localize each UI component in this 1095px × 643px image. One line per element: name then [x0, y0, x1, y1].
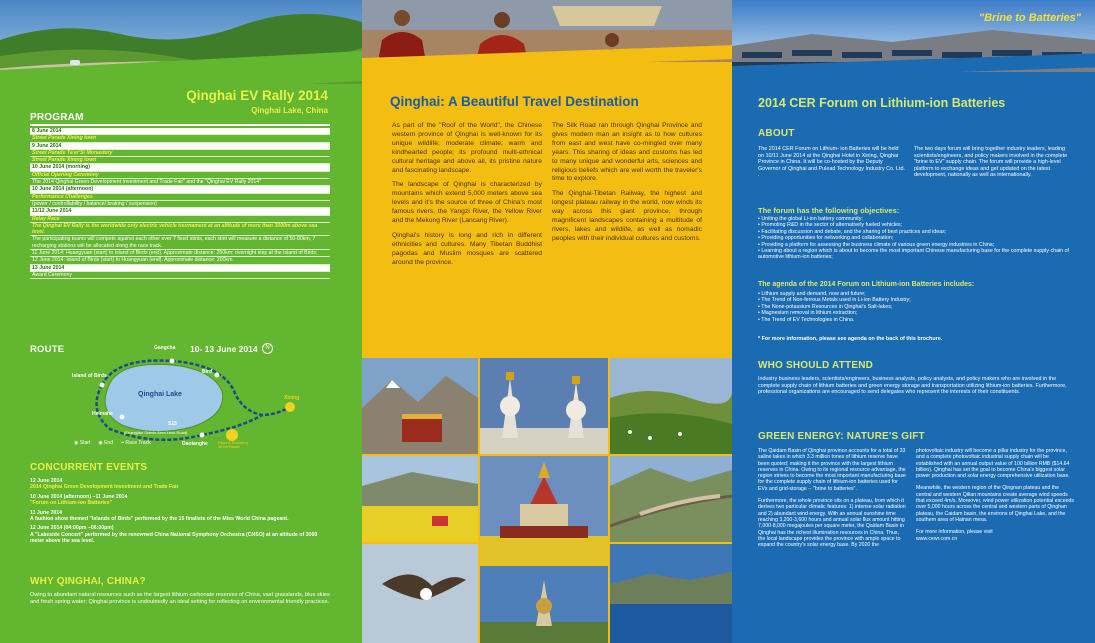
- program-row: 12 June 2014: Island of Birds (start) to Huangyuan (end). Approximate distance: 200km.: [30, 257, 330, 264]
- program-row: The participating teams will compete against each other over 7 fixed stints, each stint will measure a distance of 50-80km, 7 recharging stations will be allocated along the race track.: [30, 236, 330, 250]
- program-row: Street Parade Xining town: [30, 157, 330, 164]
- concurrent-event-row: 11 June 2014: [30, 509, 63, 516]
- stupa-photo: [480, 358, 608, 454]
- concurrent-event-row: "Forum on Lithium-ion Batteries": [30, 500, 113, 507]
- monastery-mountain-photo: [362, 358, 478, 454]
- concurrent-event-row: 12 June 2014: [30, 478, 63, 484]
- end-marker-icon: ◉: [98, 440, 103, 446]
- program-row: 13 June 2014: [30, 265, 330, 272]
- program-row: 9 June 2014: [30, 143, 330, 150]
- panel-forum: [732, 0, 1095, 643]
- concurrent-event-row: A fashion show themed "Islands of Birds" performed by the 15 finalists of the Miss World China pageant.: [30, 516, 289, 523]
- concurrent-event-row: 2014 Qinghai Green Development Investment and Trade Fair: [30, 484, 179, 491]
- program-row: Relay Race: [30, 216, 330, 223]
- concurrent-event-row: 12 June 2014 (04:00pm –06:00pm): [30, 525, 114, 532]
- program-row: The 2014 Qinghai Green Development Investment and Trade Fair" and the "Qinghai EV Rally 2014": [30, 179, 330, 186]
- green-col2: [916, 448, 1074, 542]
- program-list: [30, 128, 330, 279]
- map-label-heimahe: Heimahe: [92, 411, 113, 417]
- green-para-4: Meanwhile, the western region of the Qingnan plateau and the central and western Qilian mountains create average wind speeds that exceed 4m/s. Moreover, wind power utilization potential exceeds over 5,000 hours across the central and western parts of Qinghan plateau, the Caidam basin, the environs of Qinghai Lake, and the southern area of Hainan mesa.: [916, 485, 1075, 523]
- map-label-bird: Bird: [202, 369, 212, 375]
- compass-icon: N: [262, 343, 273, 354]
- legend-track: Race Track: [125, 440, 151, 446]
- map-label-daotanghe: Daotanghe: [182, 441, 208, 447]
- objective-item: • Learning about a region which is about to become the most important Chinese manufacturing base for the complete supply chain of automotive lithium-ion batteries;: [758, 248, 1070, 261]
- about-col1: The 2014 CER Forum on Lithium- ion Batteries will be held on 10/11 June 2014 at the Qinghai Hotel in Xining, Qinghai Province in China. It will be co-hosted by the Deputy Governor of Qinghai and Pulead Technology Industry Co. Ltd. .: [758, 146, 906, 179]
- travel-para-1: As part of the "Roof of the World", the Chinese western province of Qinghai is well-known for its unique wildlife; moderate climate; warm and kindhearted people; its profound multi-ethnical cultural heritage and above all, its pristine nature and fascinating landscape.: [392, 122, 542, 174]
- travel-col2: [552, 122, 702, 244]
- green-col1: [758, 448, 906, 548]
- rally-subtitle: Qinghai Lake, China: [251, 106, 328, 115]
- green-para-3: photovoltaic industry will become a pillar industry for the province, and a complete photovoltaic industrial supply chain will be established with an annual output value of 100 billion RMB ($14.64 billion). Qinghai has set the goal to become China's biggest solar power production and solar energy comprehensive utilization base.: [916, 448, 1070, 480]
- travel-col1: [392, 122, 542, 268]
- program-row: 11/12 June 2014: [30, 208, 330, 215]
- track-line-icon: ━: [121, 440, 125, 446]
- objective-item: • Facilitating discussion and debate, and the sharing of best practices and ideas;: [758, 228, 947, 235]
- agenda-item: • The Trend of Non-ferrous Metals used in Li-ion Battery Industry;: [758, 297, 911, 304]
- temple-photo: [480, 456, 608, 564]
- map-label-xining: Xining: [284, 395, 300, 401]
- program-heading: PROGRAM: [30, 112, 84, 123]
- map-legend: [74, 440, 151, 446]
- green-para-2: Furthermore, the whole province sits on a plateau, from which it derives two particular climatic features: 1) intense solar radiation and 2) abundant wind energy. With an annual sunshine time reaching 3,200-3,600 hours and annual solar flux amount hitting 7,000-8,000 megajoules per square meter, the Qaidam Basin in Qinghai has the richest illumination resources in China. Thus, the local landscape provides the province with ample space to expand the country's solar energy base. By 2020 the: [758, 498, 906, 549]
- program-row: 8 June 2014: [30, 128, 330, 135]
- concurrent-event-row: 10 June 2014 (afternoon) –11 June 2014: [30, 493, 128, 500]
- railway-photo: [610, 456, 732, 542]
- route-dates: 10- 13 June 2014: [190, 344, 258, 354]
- green-energy-heading: GREEN ENERGY: NATURE'S GIFT: [758, 431, 925, 442]
- objective-item: • Uniting the global Li-ion battery community;: [758, 216, 863, 222]
- who-text: Industry business leaders, scientists/engineers, business analysts, policy analysts, and policy makers who are involved in the complete supply chain of lithium batteries and green energy storage and transportation utilizing lithium-ion batteries. Furthermore, professional organizations are encouraged to send delegates who represent the interests of their constituents.: [758, 376, 1067, 396]
- map-label-gangcha: Gangcha: [154, 345, 176, 351]
- rally-title: Qinghai EV Rally 2014: [186, 88, 328, 103]
- map-label-lake: Qinghai Lake: [138, 391, 182, 398]
- green-para-1: The Qaidam Basin of Qinghai province accounts for a total of 33 saline lakes in which 3.3 million tones of lithium reserve have been quoted; making it the province with the largest lithium reserves in China. Owing to its regional resource advantage, the region strives to become the most important manufacturing base for the complete supply chain of lithium-ion batteries used for EVs and grid-storage -- "brine to batteries".: [758, 448, 906, 492]
- travel-para-5: The Qinghai-Tibetan Railway, the highest and longest plateau railway in the world, now winds its way across this giant province, through magnificent landscapes containing a multitude of rivers, lakes and wildlife, as well as nomadic peoples with their individual cultures and customs.: [552, 190, 702, 242]
- panel-travel: [362, 0, 732, 643]
- concurrent-list: [30, 478, 330, 548]
- objectives-heading: The forum has the following objectives:: [758, 206, 900, 215]
- program-row: Award Ceremony: [30, 272, 330, 279]
- concurrent-event-row: A "Lakeside Concert" performed by the renowned China National Symphony Orchestra (CNSO) at an altitude of 3000 meter above the sea level.: [30, 531, 318, 545]
- concurrent-heading: CONCURRENT EVENTS: [30, 462, 148, 473]
- more-info-note: * For more information, please see agenda on the back of this brochure.: [758, 336, 943, 342]
- objective-item: • Providing a platform for assessing the business climate of various green energy industries in China;: [758, 241, 995, 248]
- grassland-photo: [610, 358, 732, 454]
- panel-ev-rally: [0, 0, 362, 643]
- eagle-photo: [362, 544, 478, 643]
- map-label-erlangjian: (Erlangjian Scenic Area Leuk Road): [124, 430, 188, 435]
- pagoda-photo: [480, 566, 608, 643]
- brine-banner: "Brine to Batteries": [978, 12, 1081, 24]
- agenda-item: • The None-potassium Resources in Qinghai's Salt-lakes;: [758, 303, 893, 310]
- map-label-island: Island of Birds: [72, 373, 107, 379]
- legend-start: Start: [79, 440, 91, 446]
- program-row: Street Parade Ta'er'Si Monastery: [30, 150, 330, 157]
- objective-item: • Providing opportunities for networking and collaboration;: [758, 235, 894, 242]
- map-label-s15: S15: [168, 421, 177, 427]
- website-link[interactable]: www.cewr.com.cn: [916, 535, 958, 542]
- travel-title: Qinghai: A Beautiful Travel Destination: [390, 94, 639, 109]
- why-text: Owing to abundant natural resources such as the largest lithium carbonate reserves of China, vast grasslands, blue skies and fresh spring water; Qinghai province is undoubtedly an ideal setting for reflecting on environmental friendly practices.: [30, 592, 330, 605]
- agenda-heading: The agenda of the 2014 Forum on Lithium-ion Batteries includes:: [758, 281, 975, 288]
- objectives-list: [758, 216, 1078, 261]
- agenda-item: • Magnesium removal in lithium extraction;: [758, 310, 858, 317]
- program-row: (power / controllability / balance/ braking / suspension): [30, 201, 330, 208]
- agenda-item: • Lithium supply and demand, now and future;: [758, 291, 866, 297]
- lake-coast-photo: [610, 544, 732, 643]
- travel-para-3: Qinghai's history is long and rich in different ethnicities and cultures. Many Tibetan Buddhist pagodas and Muslim mosques are scattered around the province.: [392, 231, 542, 266]
- about-heading: ABOUT: [758, 128, 795, 139]
- program-row: Street Parade Xining town: [30, 135, 330, 142]
- start-marker-icon: ◉: [74, 440, 79, 446]
- who-heading: WHO SHOULD ATTEND: [758, 360, 874, 371]
- program-row: 11 June 2014: Huangyuan (start) to Island of Birds (end). Approximate distance: 250km; overnight stay at the Island of Birds;: [30, 250, 330, 257]
- program-row: Official Opening Ceremony: [30, 172, 330, 179]
- travel-para-4: The Silk Road ran through Qinghai Province and gives modern man an insight as to how cultures from east and west have co-mingled over many years. This sharing of ideas and customs has led to many unique and wonderful arts, sciences and religious beliefs which are well worth the traveler's time to explore.: [552, 122, 702, 183]
- program-row: Performance Challenges: [30, 194, 330, 201]
- objective-item: • Promoting R&D in the sector of alternatively fueled vehicles;: [758, 222, 903, 229]
- program-row: 10 June 2014 (afternoon): [30, 186, 330, 193]
- agenda-item: • The Trend of EV Technologies in China.: [758, 316, 855, 323]
- program-row: 10 June 2014 (morning): [30, 164, 330, 171]
- travel-para-2: The landscape of Qinghai is characterized by mountains which extend 5,000 meters above sea levels and it's the source of three of China's most famous rivers, the Yangzi River, the Yellow River and the Mekong River (Lancang River).: [392, 181, 542, 225]
- map-label-riyue: Riyue & Monastery Street Parade: [218, 441, 249, 449]
- route-heading: ROUTE: [30, 344, 65, 355]
- rapeseed-field-photo: [362, 456, 478, 542]
- more-info-prompt: For more information, please visit: [916, 529, 993, 536]
- forum-title: 2014 CER Forum on Lithium-ion Batteries: [758, 96, 1006, 110]
- program-row: The Qinghai EV Rally is the worldwide only electric vehicle tournament at an altitude of more than 3000m above sea level.: [30, 223, 330, 237]
- why-heading: WHY QINGHAI, CHINA?: [30, 576, 146, 587]
- legend-end: End: [104, 440, 113, 446]
- agenda-list: [758, 291, 1078, 323]
- about-col2: The two days forum will bring together industry leaders, leading scientists/engineers, and policy makers involved in the complete "brine to EV" supply chain. The forum will provide a high-level platform to exchange ideas and get updated on the latest development, nationally as well as internationally.: [914, 146, 1068, 179]
